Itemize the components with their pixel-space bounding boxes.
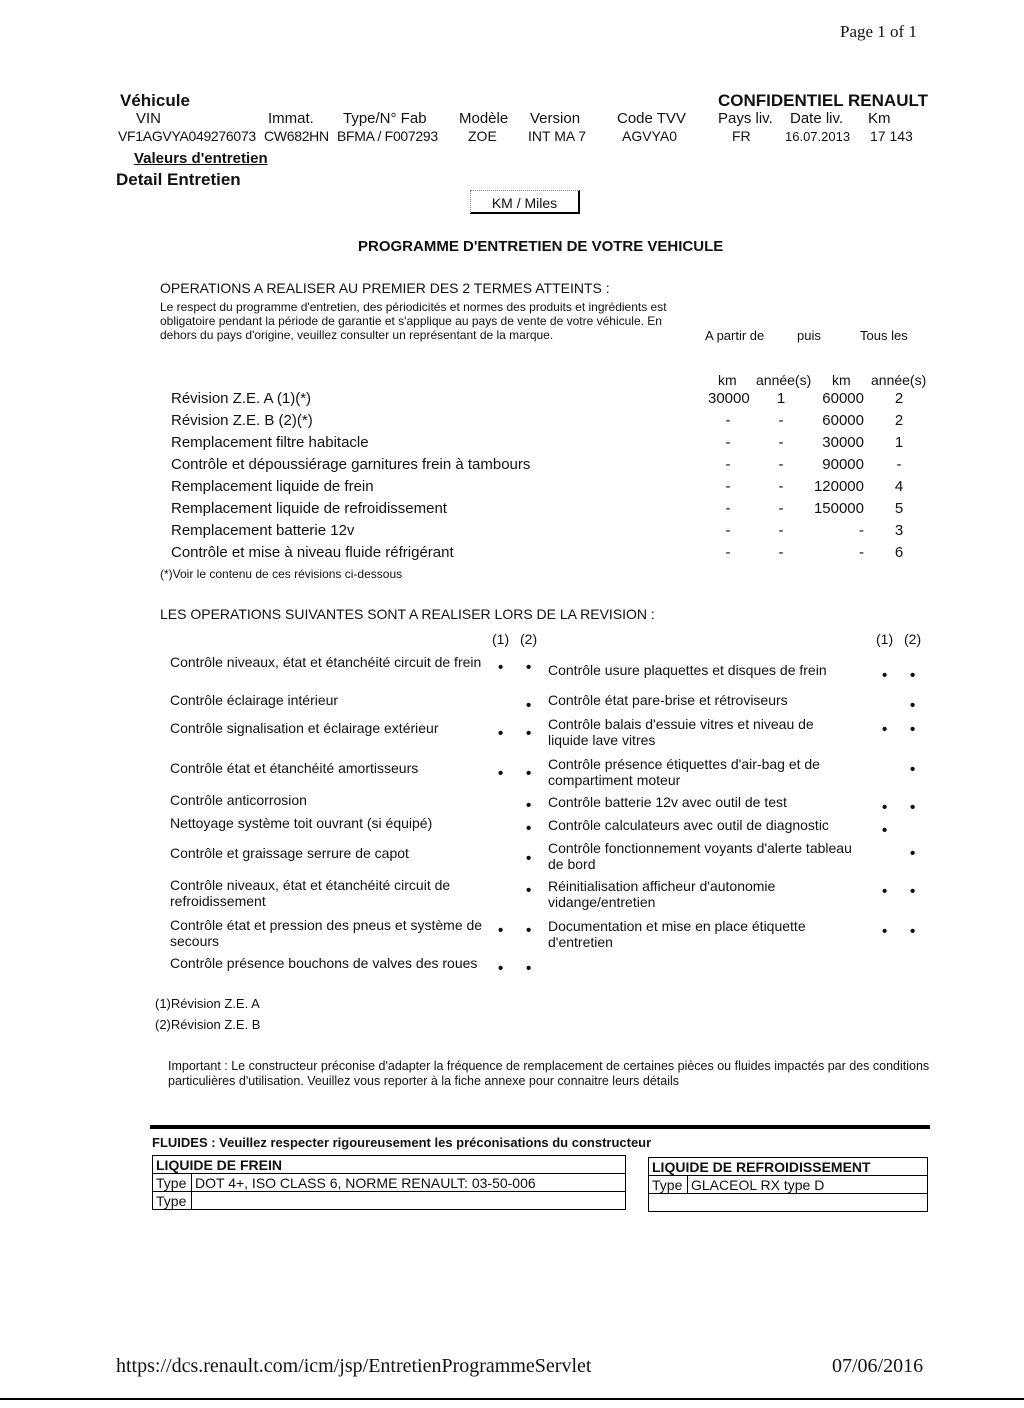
check-dot-revision-b: • bbox=[910, 761, 916, 778]
maintenance-row-annee-interval: 1 bbox=[894, 434, 904, 451]
maintenance-row-annee: 1 bbox=[776, 390, 786, 407]
revision-item-label: Contrôle éclairage intérieur bbox=[170, 692, 339, 708]
liquide-refroidissement-empty bbox=[649, 1194, 928, 1212]
check-dot-revision-a: • bbox=[882, 667, 888, 684]
check-dot-revision-b: • bbox=[526, 820, 532, 837]
col-head-puis: puis bbox=[797, 328, 821, 343]
maintenance-row-label: Remplacement liquide de frein bbox=[171, 478, 374, 495]
maintenance-row-annee-interval: 6 bbox=[894, 544, 904, 561]
km-value: 17 143 bbox=[870, 128, 913, 144]
revision-item-label: Contrôle état pare-brise et rétroviseurs bbox=[548, 692, 788, 708]
km-label: Km bbox=[868, 110, 891, 127]
revision-item-label: Contrôle présence étiquettes d'air-bag et de compartiment moteur bbox=[548, 756, 820, 788]
maintenance-row-label: Révision Z.E. B (2)(*) bbox=[171, 412, 313, 429]
revision-item-label: Contrôle fonctionnement voyants d'alerte tableau de bord bbox=[548, 840, 852, 872]
footer-url[interactable]: https://dcs.renault.com/icm/jsp/EntretienProgrammeServlet bbox=[116, 1355, 592, 1377]
revision-item-label: Contrôle état et étanchéité amortisseurs bbox=[170, 760, 419, 776]
maintenance-row-km-interval: - bbox=[859, 544, 864, 561]
maintenance-row-km: - bbox=[725, 434, 731, 451]
fluides-rule bbox=[150, 1125, 930, 1129]
check-dot-revision-a: • bbox=[882, 721, 888, 738]
maintenance-row-km: - bbox=[725, 478, 731, 495]
revision-item-label: Contrôle batterie 12v avec outil de test bbox=[548, 794, 787, 810]
check-dot-revision-a: • bbox=[498, 725, 504, 742]
date-value: 16.07.2013 bbox=[785, 129, 851, 144]
revision-item-label: Contrôle usure plaquettes et disques de frein bbox=[548, 662, 827, 678]
revision-item-label: Contrôle calculateurs avec outil de diagnostic bbox=[548, 817, 829, 833]
revision-item-label: Contrôle niveaux, état et étanchéité circuit de refroidissement bbox=[170, 877, 451, 909]
revision-item-label: Contrôle présence bouchons de valves des roues bbox=[170, 955, 478, 971]
modele-label: Modèle bbox=[459, 110, 509, 127]
liquide-frein-head: LIQUIDE DE FREIN bbox=[153, 1156, 626, 1174]
tvv-value: AGVYA0 bbox=[622, 128, 677, 144]
revision-item-label: Contrôle anticorrosion bbox=[170, 792, 307, 808]
version-label: Version bbox=[530, 110, 581, 127]
col-head-tous: Tous les bbox=[860, 328, 908, 343]
check-dot-revision-b: • bbox=[910, 667, 916, 684]
type-label: Type bbox=[649, 1176, 688, 1194]
revision-item-label: Contrôle niveaux, état et étanchéité circuit de frein bbox=[170, 654, 482, 670]
check-dot-revision-a: • bbox=[882, 822, 888, 839]
col-head-a-partir: A partir de bbox=[705, 328, 765, 343]
revision-col-1-right: (1) bbox=[876, 631, 894, 647]
important-note: Important : Le constructeur préconise d'adapter la fréquence de remplacement de certaines pièces ou fluides impactés par des conditions particulières d'utilisation. Veuillez vous reporter à la fiche annexe pour connaitre leurs détails bbox=[168, 1059, 930, 1088]
check-dot-revision-a: • bbox=[498, 659, 504, 676]
programme-footnote: (*)Voir le contenu de ces révisions ci-dessous bbox=[160, 567, 403, 581]
check-dot-revision-a: • bbox=[882, 923, 888, 940]
revision-item-label: Nettoyage système toit ouvrant (si équipé) bbox=[170, 815, 433, 831]
maintenance-row-km-interval: 60000 bbox=[822, 390, 864, 407]
check-dot-revision-b: • bbox=[526, 960, 532, 977]
tvv-label: Code TVV bbox=[617, 110, 686, 127]
pays-label: Pays liv. bbox=[718, 110, 773, 127]
legend-revision-a: (1)Révision Z.E. A bbox=[155, 996, 260, 1011]
check-dot-revision-a: • bbox=[498, 922, 504, 939]
maintenance-row-label: Révision Z.E. A (1)(*) bbox=[171, 390, 312, 407]
legend-revision-b: (2)Révision Z.E. B bbox=[155, 1017, 261, 1032]
immat-label: Immat. bbox=[268, 110, 314, 127]
type-label: Type bbox=[153, 1192, 192, 1210]
programme-intro: Le respect du programme d'entretien, des périodicités et normes des produits et ingrédients est obligatoire pendant la période de garantie et s'applique au pays de vente de votre véhicule. En dehors du pays d'origine, veuillez consulter un représentant de la marque. bbox=[160, 300, 667, 342]
maintenance-row-label: Contrôle et mise à niveau fluide réfrigérant bbox=[171, 544, 454, 561]
maintenance-row-label: Contrôle et dépoussiérage garnitures frein à tambours bbox=[171, 456, 531, 473]
liquide-refroidissement-head: LIQUIDE DE REFROIDISSEMENT bbox=[649, 1158, 928, 1176]
unit-km-2: km bbox=[832, 372, 851, 388]
maintenance-row-annee: - bbox=[778, 544, 784, 561]
vehicle-heading: Véhicule bbox=[120, 91, 190, 110]
maintenance-row-km-interval: 120000 bbox=[813, 478, 864, 495]
valeurs-link[interactable]: Valeurs d'entretien bbox=[134, 150, 268, 167]
check-dot-revision-b: • bbox=[526, 797, 532, 814]
check-dot-revision-b: • bbox=[910, 883, 916, 900]
type-label: Type/N° Fab bbox=[343, 110, 427, 127]
liquide-frein-type-1: DOT 4+, ISO CLASS 6, NORME RENAULT: 03-50-006 bbox=[192, 1174, 626, 1192]
revision-item-label: Contrôle balais d'essuie vitres et niveau de liquide lave vitres bbox=[548, 716, 814, 748]
revision-item-label: Contrôle signalisation et éclairage extérieur bbox=[170, 720, 439, 736]
check-dot-revision-b: • bbox=[910, 799, 916, 816]
unit-km-1: km bbox=[718, 372, 737, 388]
programme-title: PROGRAMME D'ENTRETIEN DE VOTRE VEHICULE bbox=[358, 238, 724, 255]
operations-title: OPERATIONS A REALISER AU PREMIER DES 2 TERMES ATTEINTS : bbox=[160, 280, 610, 296]
maintenance-row-km-interval: 150000 bbox=[813, 500, 864, 517]
maintenance-row-annee-interval: 3 bbox=[894, 522, 904, 539]
maintenance-row-km-interval: 90000 bbox=[822, 456, 864, 473]
liquide-frein-type-2 bbox=[192, 1192, 626, 1210]
confidential-label: CONFIDENTIEL RENAULT bbox=[718, 91, 928, 110]
revision-col-2-right: (2) bbox=[904, 631, 922, 647]
check-dot-revision-b: • bbox=[910, 923, 916, 940]
km-miles-button[interactable]: KM / Miles bbox=[470, 190, 580, 214]
revision-item-label: Contrôle état et pression des pneus et système de secours bbox=[170, 917, 483, 949]
revision-item-label: Contrôle et graissage serrure de capot bbox=[170, 845, 409, 861]
unit-annee-1: année(s) bbox=[756, 372, 812, 388]
modele-value: ZOE bbox=[468, 128, 497, 144]
pays-value: FR bbox=[732, 128, 751, 144]
check-dot-revision-b: • bbox=[910, 721, 916, 738]
maintenance-row-annee-interval: 5 bbox=[894, 500, 904, 517]
maintenance-row-km: - bbox=[725, 522, 731, 539]
revision-item-label: Documentation et mise en place étiquette d'entretien bbox=[548, 918, 806, 950]
maintenance-row-label: Remplacement batterie 12v bbox=[171, 522, 355, 539]
version-value: INT MA 7 bbox=[528, 128, 587, 144]
liquide-refroidissement-type: GLACEOL RX type D bbox=[688, 1176, 928, 1194]
check-dot-revision-b: • bbox=[526, 697, 532, 714]
check-dot-revision-b: • bbox=[526, 882, 532, 899]
maintenance-row-annee: - bbox=[778, 434, 784, 451]
maintenance-row-km-interval: 30000 bbox=[822, 434, 864, 451]
revision-col-2-left: (2) bbox=[520, 631, 538, 647]
check-dot-revision-b: • bbox=[526, 659, 532, 676]
revision-item-label: Réinitialisation afficheur d'autonomie vidange/entretien bbox=[548, 878, 776, 910]
check-dot-revision-a: • bbox=[882, 883, 888, 900]
maintenance-row-label: Remplacement filtre habitacle bbox=[171, 434, 369, 451]
check-dot-revision-a: • bbox=[882, 799, 888, 816]
maintenance-row-annee: - bbox=[778, 412, 784, 429]
unit-annee-2: année(s) bbox=[871, 372, 927, 388]
liquide-frein-table bbox=[152, 1155, 626, 1210]
check-dot-revision-b: • bbox=[910, 845, 916, 862]
vin-label: VIN bbox=[136, 110, 162, 127]
revision-col-1-left: (1) bbox=[492, 631, 510, 647]
maintenance-row-annee-interval: - bbox=[896, 456, 902, 473]
page-number: Page 1 of 1 bbox=[840, 22, 917, 41]
maintenance-row-annee: - bbox=[778, 478, 784, 495]
maintenance-row-km: - bbox=[725, 544, 731, 561]
check-dot-revision-a: • bbox=[498, 765, 504, 782]
immat-value: CW682HN bbox=[264, 128, 329, 144]
check-dot-revision-b: • bbox=[910, 697, 916, 714]
maintenance-row-km: - bbox=[725, 412, 731, 429]
fluides-title: FLUIDES : Veuillez respecter rigoureusement les préconisations du constructeur bbox=[152, 1135, 652, 1150]
date-label: Date liv. bbox=[790, 110, 844, 127]
maintenance-row-annee: - bbox=[778, 500, 784, 517]
maintenance-row-km-interval: - bbox=[859, 522, 864, 539]
maintenance-row-km: 30000 bbox=[708, 390, 750, 407]
check-dot-revision-b: • bbox=[526, 725, 532, 742]
type-label: Type bbox=[153, 1174, 192, 1192]
maintenance-row-annee-interval: 4 bbox=[894, 478, 904, 495]
check-dot-revision-b: • bbox=[526, 850, 532, 867]
type-value: BFMA / F007293 bbox=[337, 128, 438, 144]
check-dot-revision-b: • bbox=[526, 922, 532, 939]
liquide-refroidissement-table bbox=[648, 1157, 928, 1212]
maintenance-row-label: Remplacement liquide de refroidissement bbox=[171, 500, 447, 517]
maintenance-row-km-interval: 60000 bbox=[822, 412, 864, 429]
revision-title: LES OPERATIONS SUIVANTES SONT A REALISER LORS DE LA REVISION : bbox=[160, 606, 655, 622]
footer-date: 07/06/2016 bbox=[832, 1355, 924, 1377]
maintenance-row-annee-interval: 2 bbox=[894, 390, 904, 407]
maintenance-row-km: - bbox=[725, 500, 731, 517]
maintenance-row-annee: - bbox=[778, 522, 784, 539]
footer-rule bbox=[0, 1398, 1024, 1400]
maintenance-row-annee: - bbox=[778, 456, 784, 473]
vin-value: VF1AGVYA049276073 bbox=[118, 128, 256, 144]
maintenance-row-annee-interval: 2 bbox=[894, 412, 904, 429]
check-dot-revision-b: • bbox=[526, 765, 532, 782]
detail-heading: Detail Entretien bbox=[116, 170, 241, 189]
check-dot-revision-a: • bbox=[498, 960, 504, 977]
maintenance-row-km: - bbox=[725, 456, 731, 473]
